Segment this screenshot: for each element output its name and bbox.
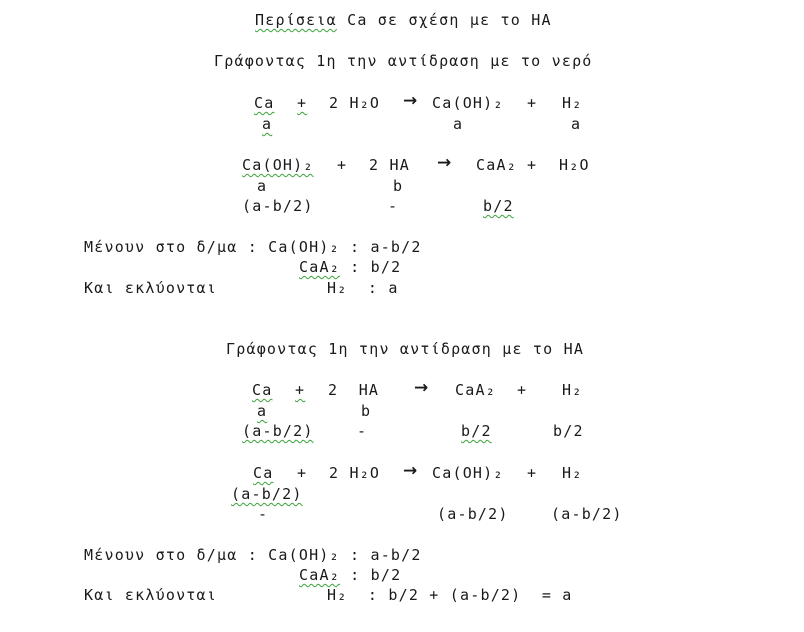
c2r1-stoich2-h2: b/2 — [553, 422, 584, 440]
page-title — [255, 11, 552, 29]
title-rest: Ca σε σχέση με το HA — [336, 11, 552, 29]
c2r2-stoich1-ca: (a-b/2) — [231, 485, 303, 503]
c2r1-stoich2-product: b/2 — [461, 422, 492, 440]
c2r1-stoich1-ha: b — [361, 402, 372, 420]
c1-remaining-line: Μένουν στο δ/μα : Ca(OH)₂ : a-b/2 — [84, 238, 422, 256]
c2-remaining-caa2-value: : b/2 — [339, 566, 402, 584]
title-word-underlined: Περίσεια — [255, 11, 337, 29]
c1r2-ha: 2 HA — [369, 156, 410, 174]
c2r1-stoich2-ca: (a-b/2) — [242, 422, 314, 440]
c1r2-plus1: + — [337, 156, 348, 174]
c2r1-ca: Ca — [252, 381, 273, 399]
c1r2-stoich2-caoh: (a-b/2) — [242, 197, 314, 215]
c2-released-value: H₂ : b/2 + (a-b/2) = a — [327, 586, 573, 604]
case1-heading: Γράφοντας 1η την αντίδραση με το νερό — [214, 52, 593, 70]
case2-heading: Γράφοντας 1η την αντίδραση με το HA — [226, 340, 585, 358]
c2-remaining-caa2: CaA₂ — [299, 566, 340, 584]
c2r2-water: 2 H₂O — [329, 464, 381, 482]
c2-released-label: Και εκλύονται — [84, 586, 217, 604]
c1-remaining-caa2: CaA₂ — [299, 258, 340, 276]
c1r2-stoich2-product: b/2 — [483, 197, 514, 215]
c1r2-caoh: Ca(OH)₂ — [242, 156, 314, 174]
c1r1-stoich-product: a — [453, 115, 464, 133]
c2r2-product: Ca(OH)₂ — [432, 464, 504, 482]
c2r2-stoich2-ca: - — [258, 505, 269, 523]
c1-remaining-line-2 — [299, 258, 401, 276]
c2r2-ca: Ca — [253, 464, 274, 482]
c2r2-arrow: → — [403, 461, 418, 481]
c1r1-plus2: + — [527, 94, 538, 112]
c1r2-plus2: + — [527, 156, 538, 174]
c1r2-water: H₂O — [559, 156, 590, 174]
c2r1-product: CaA₂ — [455, 381, 496, 399]
c1-remaining-caa2-value: : b/2 — [339, 258, 402, 276]
c2r2-plus1: + — [297, 464, 308, 482]
c2r2-stoich2-product: (a-b/2) — [437, 505, 509, 523]
c1r2-stoich1-caoh: a — [257, 177, 268, 195]
c1r1-stoich-h2: a — [571, 115, 582, 133]
c1r1-arrow: → — [403, 91, 418, 111]
c2r2-h2: H₂ — [562, 464, 583, 482]
c1r1-product: Ca(OH)₂ — [432, 94, 504, 112]
c1r1-water: 2 H₂O — [329, 94, 381, 112]
c2r1-stoich2-ha: - — [357, 422, 368, 440]
c1r1-ca: Ca — [254, 94, 275, 112]
c2r1-h2: H₂ — [562, 381, 583, 399]
c2r2-plus2: + — [527, 464, 538, 482]
c1r1-h2: H₂ — [562, 94, 583, 112]
c1r2-arrow: → — [437, 153, 452, 173]
c2-remaining-line-2 — [299, 566, 401, 584]
c2r2-stoich2-h2: (a-b/2) — [551, 505, 623, 523]
c1-released-value: H₂ : a — [327, 279, 399, 297]
c2-remaining-line: Μένουν στο δ/μα : Ca(OH)₂ : a-b/2 — [84, 546, 422, 564]
c2r1-plus1: + — [295, 381, 306, 399]
c2r1-arrow: → — [414, 378, 429, 398]
c1r1-plus1: + — [297, 94, 308, 112]
c2r1-stoich1-ca: a — [257, 402, 268, 420]
c1r1-stoich-ca: a — [262, 115, 273, 133]
c1r2-product: CaA₂ — [476, 156, 517, 174]
c1r2-stoich2-ha: - — [388, 197, 399, 215]
c1r2-stoich1-ha: b — [393, 177, 404, 195]
c2r1-plus2: + — [517, 381, 528, 399]
c1-released-label: Και εκλύονται — [84, 279, 217, 297]
c2r1-ha: 2 HA — [328, 381, 380, 399]
